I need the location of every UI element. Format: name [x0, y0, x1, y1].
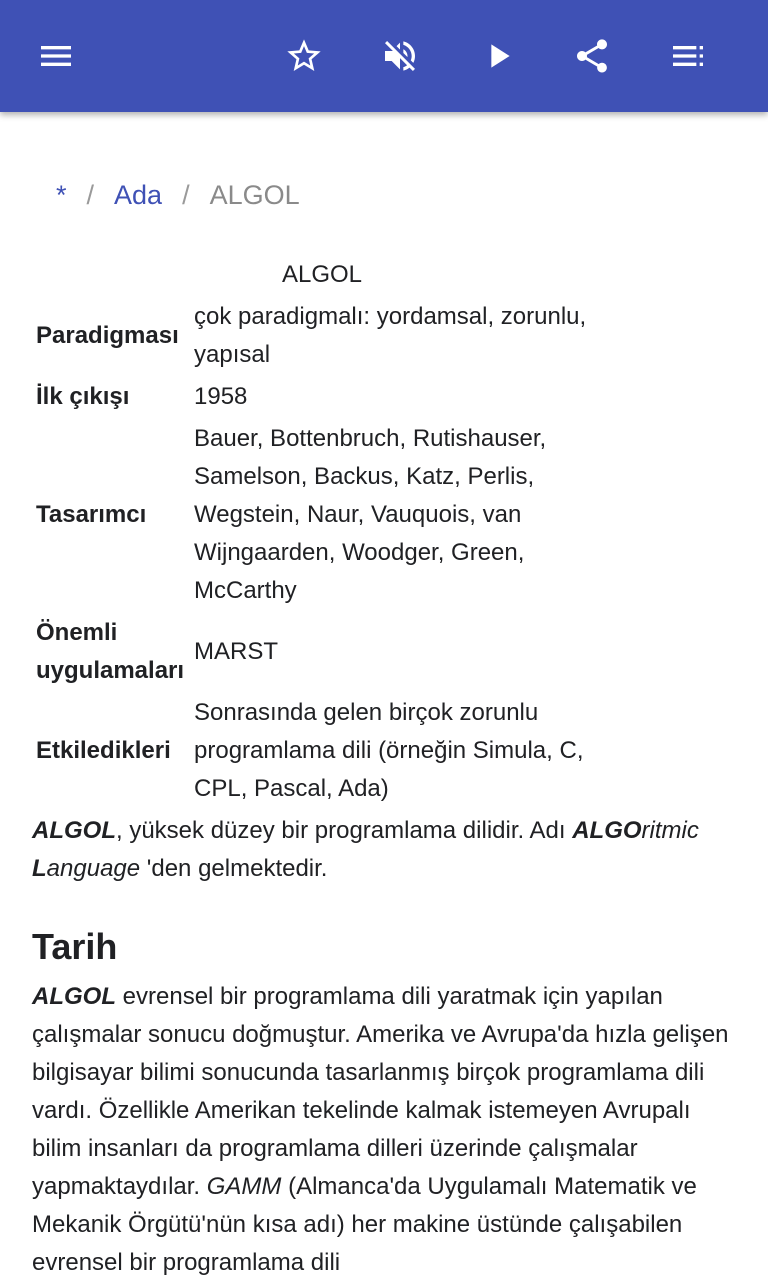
breadcrumb-parent[interactable]: Ada [114, 180, 163, 210]
section-heading: Tarih [32, 926, 118, 967]
infobox-value: 1958 [194, 383, 248, 410]
infobox-row [32, 376, 598, 418]
infobox-row [32, 296, 598, 376]
infobox-value: Sonrasında gelen birçok zorunlu programlama dili (örneğin Simula, C, CPL, Pascal, Ada) [194, 699, 584, 802]
infobox-label: Önemli uygulamaları [36, 619, 185, 684]
infobox-row [32, 612, 598, 692]
section-paragraph [32, 978, 742, 1282]
menu-icon[interactable] [28, 28, 84, 84]
infobox-label: İlk çıkışı [36, 383, 130, 410]
infobox-value: çok paradigmalı: yordamsal, zorunlu, yapısal [194, 303, 587, 368]
lead-algo-rest: ritmic [641, 817, 699, 844]
lead-text-2: 'den gelmektedir. [140, 855, 328, 882]
infobox-label: Tasarımcı [36, 501, 147, 528]
infobox-title: ALGOL [281, 261, 363, 288]
breadcrumb [56, 180, 300, 211]
lead-term: ALGOL [32, 817, 116, 844]
breadcrumb-separator: / [182, 180, 190, 210]
infobox-row [32, 418, 598, 612]
breadcrumb-current: ALGOL [209, 180, 300, 210]
share-icon[interactable] [564, 28, 620, 84]
lead-algo-bold: ALGO [572, 817, 642, 844]
section-term: ALGOL [32, 983, 116, 1010]
lead-l-rest: anguage [46, 855, 141, 882]
volume-off-icon[interactable] [372, 28, 428, 84]
lead-text-1: , yüksek düzey bir programlama dilidir. Adı [116, 817, 573, 844]
play-icon[interactable] [470, 28, 526, 84]
breadcrumb-separator: / [86, 180, 95, 210]
section-gamm: GAMM [206, 1173, 282, 1200]
section-text-1: evrensel bir programlama dili yaratmak için yapılan çalışmalar sonucu doğmuştur. Amerika ve Avrupa'da hızla gelişen bilgisayar bilimi sonucunda tasarlanmış birçok programlama dili vardı. Özellikle Amerikan tekelinde kalmak istemeyen Avrupalı bilim insanları da programlama dilleri üzerinde çalışmalar yapmaktaydılar. [32, 983, 729, 1200]
infobox-table [32, 296, 598, 810]
star-icon[interactable] [276, 28, 332, 84]
lead-l-bold: L [32, 855, 47, 882]
app-bar [0, 0, 768, 112]
infobox-label: Paradigması [36, 322, 179, 349]
infobox-value: MARST [194, 638, 278, 665]
infobox-value: Bauer, Bottenbruch, Rutishauser, Samelson, Backus, Katz, Perlis, Wegstein, Naur, Vauquois, van Wijngaarden, Woodger, Green, McCarthy [194, 425, 547, 604]
infobox [32, 256, 612, 810]
section-text-2: (Almanca'da Uygulamalı Matematik ve Mekanik Örgütü'nün kısa adı) her makine üstünde çalışabilen evrensel bir programlama dili [32, 1173, 697, 1276]
lead-paragraph [32, 812, 742, 888]
infobox-row [32, 692, 598, 810]
infobox-label: Etkiledikleri [36, 737, 171, 764]
list-icon[interactable] [660, 28, 716, 84]
breadcrumb-home[interactable]: * [56, 180, 67, 210]
